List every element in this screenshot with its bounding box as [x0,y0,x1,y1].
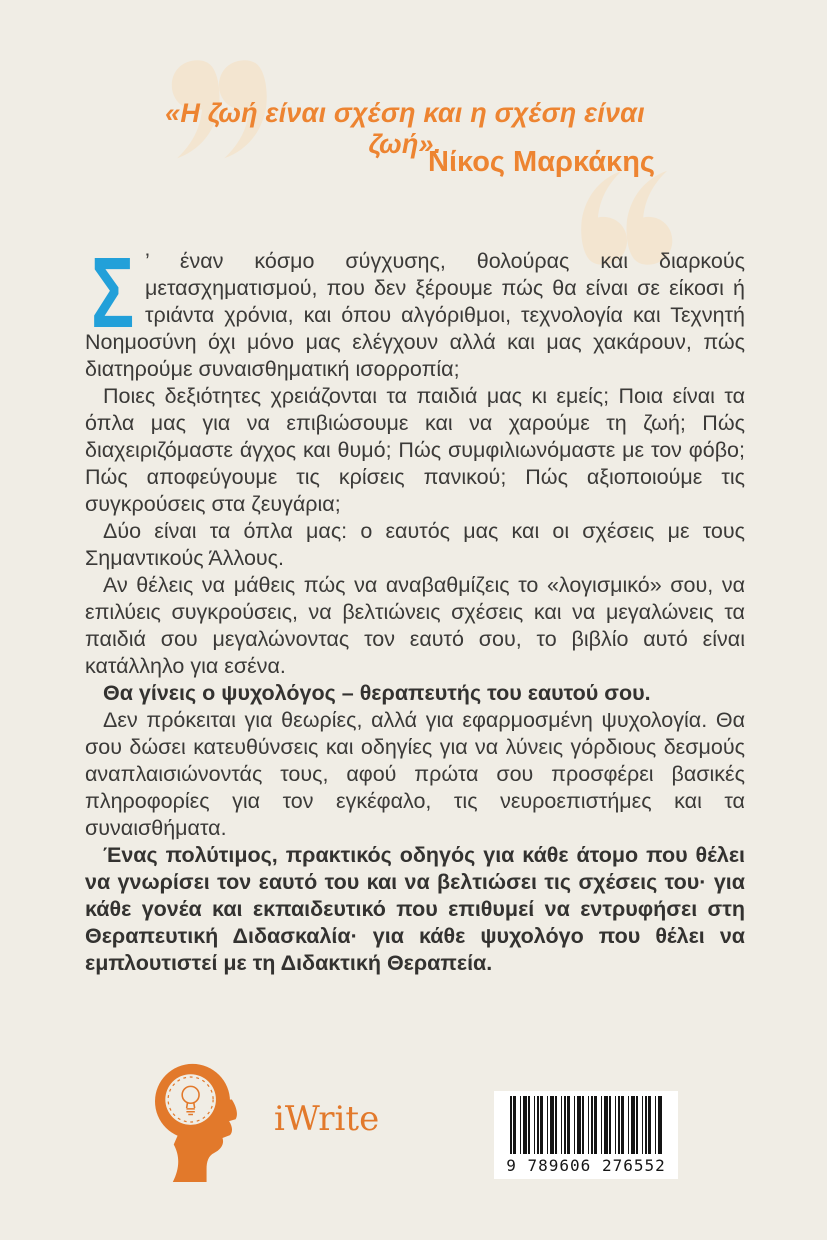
epigraph-author: Νίκος Μαρκάκης [428,146,655,178]
back-cover-text [85,237,745,977]
paragraph-text: ’ έναν κόσμο σύγχυσης, θολούρας και διαρκούς μετασχηματισμού, που δεν ξέρουμε πώς θα είναι σε είκοσι ή τριάντα χρόνια, και όπου αλγόριθμοι, τεχνολογία και Τεχνητή Νοημοσύνη όχι μόνο μας ελέγχουν αλλά και μας χακάρουν, πώς διατηρούμε συναισθηματική ισορροπία; [85,249,745,381]
head-lightbulb-icon [152,1062,248,1182]
paragraph-weapons: Δύο είναι τα όπλα μας: ο εαυτός μας και οι σχέσεις με τους Σημαντικούς Άλλους. [85,519,745,570]
paragraph-practical-guide: Ένας πολύτιμος, πρακτικός οδηγός για κάθε άτομο που θέλει να γνωρίσει τον εαυτό του και να βελτιώσει τις σχέσεις του· για κάθε γονέα και εκπαιδευτικό που επιθυμεί να εντρυφήσει στη Θεραπευτική Διδασκαλία· για κάθε ψυχολόγο που θέλει να εμπλουτιστεί με τη Διδακτική Θεραπεία. [85,843,745,975]
epigraph-quote: «Η ζωή είναι σχέση και η σχέση είναι ζωή». [165,98,645,159]
paragraph-intro [85,237,745,383]
publisher-logo [152,1062,379,1182]
drop-cap: Σ [91,237,135,349]
paragraph-applied-psychology: Δεν πρόκειται για θεωρίες, αλλά για εφαρμοσμένη ψυχολογία. Θα σου δώσει κατευθύνσεις και οδηγίες για να λύνεις γόρδιους δεσμούς αναπλαισιώνοντάς τους, αφού πρώτα σου προσφέρει βασικές πληροφορίες για τον εγκέφαλο, τις νευροεπιστήμες και τα συναισθήματα. [85,708,745,840]
barcode [494,1091,678,1179]
barcode-bars [510,1096,662,1154]
publisher-name: iWrite [274,1099,380,1139]
paragraph-upgrade: Αν θέλεις να μάθεις πώς να αναβαθμίζεις το «λογισμικό» σου, να επιλύεις συγκρούσεις, να βελτιώνεις σχέσεις και να μεγαλώνεις τα παιδιά σου μεγαλώνοντας τον εαυτό σου, το βιβλίο αυτό είναι κατάλληλο για εσένα. [85,573,745,678]
barcode-number: 9 789606 276552 [506,1156,666,1175]
paragraph-skills: Ποιες δεξιότητες χρειάζονται τα παιδιά μας κι εμείς; Ποια είναι τα όπλα μας για να επιβιώσουμε και να χαρούμε τη ζωή; Πώς διαχειριζόμαστε άγχος και θυμό; Πώς συμφιλιωνόμαστε με τον φόβο; Πώς αποφεύγουμε τις κρίσεις πανικού; Πώς αξιοποιούμε τις συγκρούσεις στα ζευγάρια; [85,384,745,516]
paragraph-become-psychologist: Θα γίνεις ο ψυχολόγος – θεραπευτής του εαυτού σου. [103,681,651,705]
